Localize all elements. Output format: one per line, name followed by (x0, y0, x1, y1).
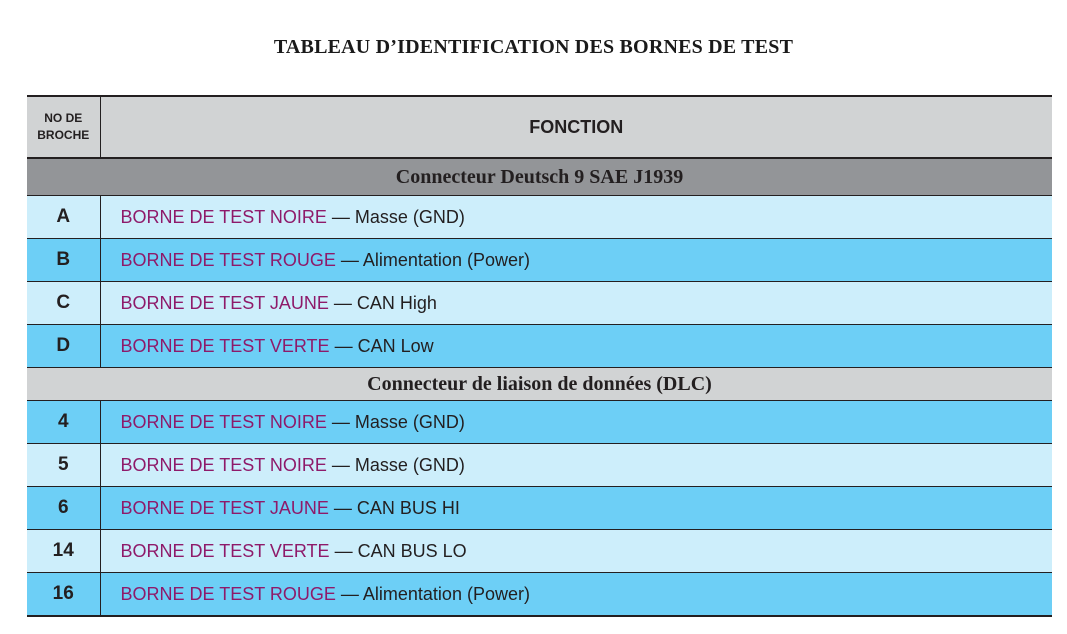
function-cell (100, 325, 1052, 368)
terminal-label: BORNE DE TEST VERTE (120, 540, 330, 561)
table-row (27, 196, 1052, 239)
table-row (27, 573, 1052, 617)
table-row (27, 530, 1052, 573)
pin-cell: 6 (27, 487, 100, 530)
pin-identification-table (27, 95, 1052, 617)
terminal-label: BORNE DE TEST NOIRE (120, 206, 327, 227)
function-column-header: FONCTION (100, 96, 1052, 158)
section-header (27, 158, 1052, 196)
pin-cell: B (27, 239, 100, 282)
terminal-label: BORNE DE TEST JAUNE (120, 292, 329, 313)
function-cell (100, 282, 1052, 325)
function-desc: — Masse (GND) (326, 454, 465, 475)
function-desc: — CAN BUS HI (328, 497, 460, 518)
pin-header-line1: NO DE (44, 111, 83, 125)
section-header (27, 368, 1052, 401)
section-title: Connecteur de liaison de données (DLC) (27, 368, 1052, 401)
pin-column-header (27, 96, 100, 158)
terminal-label: BORNE DE TEST NOIRE (120, 454, 327, 475)
section-title: Connecteur Deutsch 9 SAE J1939 (27, 158, 1052, 196)
function-cell (100, 530, 1052, 573)
function-cell (100, 573, 1052, 617)
terminal-label: BORNE DE TEST VERTE (120, 335, 330, 356)
pin-cell: 5 (27, 444, 100, 487)
pin-cell: 4 (27, 401, 100, 444)
function-desc: — CAN BUS LO (329, 540, 467, 561)
function-cell (100, 487, 1052, 530)
function-desc: — Masse (GND) (326, 411, 465, 432)
function-cell (100, 444, 1052, 487)
pin-cell: A (27, 196, 100, 239)
table-row (27, 282, 1052, 325)
page-title: TABLEAU D’IDENTIFICATION DES BORNES DE TEST (273, 36, 794, 58)
pin-cell: D (27, 325, 100, 368)
terminal-label: BORNE DE TEST JAUNE (120, 497, 329, 518)
terminal-label: BORNE DE TEST NOIRE (120, 411, 327, 432)
function-desc: — CAN High (328, 292, 437, 313)
table-header (27, 96, 1052, 158)
pin-cell: C (27, 282, 100, 325)
function-cell (100, 401, 1052, 444)
terminal-label: BORNE DE TEST ROUGE (120, 249, 336, 270)
table-row (27, 401, 1052, 444)
table-row (27, 239, 1052, 282)
function-desc: — Alimentation (Power) (335, 249, 530, 270)
pin-cell: 14 (27, 530, 100, 573)
function-desc: — Masse (GND) (326, 206, 465, 227)
pin-cell: 16 (27, 573, 100, 617)
terminal-label: BORNE DE TEST ROUGE (120, 583, 336, 604)
pin-header-line2: BROCHE (37, 128, 90, 142)
function-cell (100, 239, 1052, 282)
table-row (27, 444, 1052, 487)
table-row (27, 487, 1052, 530)
function-desc: — Alimentation (Power) (335, 583, 530, 604)
function-desc: — CAN Low (329, 335, 434, 356)
table-row (27, 325, 1052, 368)
function-cell (100, 196, 1052, 239)
